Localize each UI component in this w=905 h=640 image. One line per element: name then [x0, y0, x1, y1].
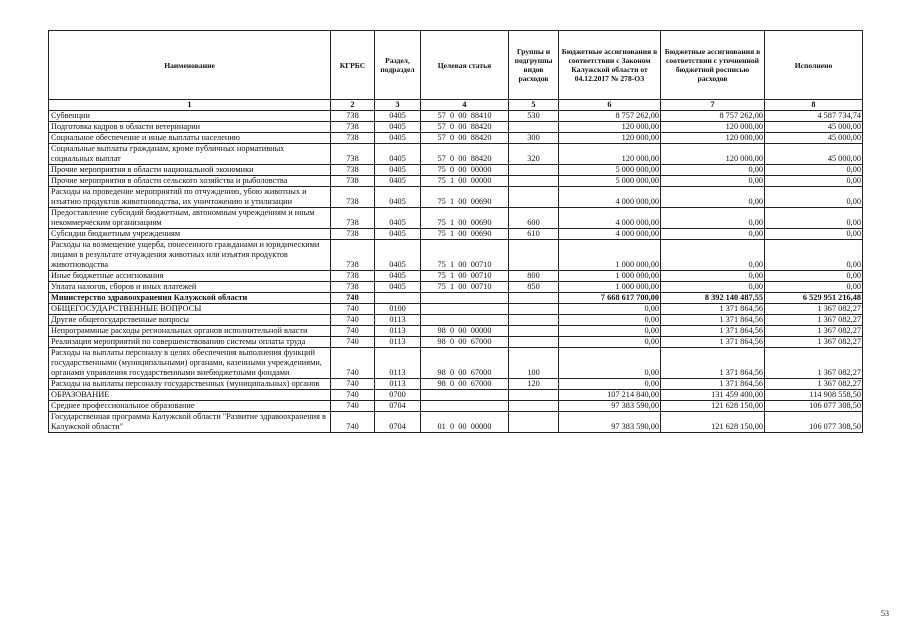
row-budget-law: 0,00 — [559, 326, 661, 337]
table-row — [49, 412, 863, 433]
row-name: Прочие мероприятия в области сельского хозяйства и рыболовства — [49, 176, 331, 187]
row-kgrbs: 738 — [331, 176, 375, 187]
row-name: ОБРАЗОВАНИЕ — [49, 390, 331, 401]
table-row — [49, 282, 863, 293]
row-target: 57 0 00 88420 — [421, 133, 509, 144]
row-executed: 0,00 — [765, 176, 863, 187]
row-kgrbs: 740 — [331, 293, 375, 304]
row-executed: 0,00 — [765, 165, 863, 176]
header-target: Целевая статья — [421, 31, 509, 100]
header-budget-law: Бюджетные ассигнования в соответствии с Законом Калужской области от 04.12.2017 № 278-ОЗ — [559, 31, 661, 100]
row-group: 800 — [509, 271, 559, 282]
row-kgrbs: 740 — [331, 379, 375, 390]
row-name: Социальное обеспечение и иные выплаты населению — [49, 133, 331, 144]
row-group — [509, 326, 559, 337]
row-executed: 106 077 308,50 — [765, 412, 863, 433]
row-budget-law: 0,00 — [559, 337, 661, 348]
row-kgrbs: 740 — [331, 337, 375, 348]
row-kgrbs: 738 — [331, 271, 375, 282]
row-group: 850 — [509, 282, 559, 293]
row-section: 0100 — [375, 304, 421, 315]
row-budget-refined: 131 459 400,00 — [661, 390, 765, 401]
row-budget-law: 0,00 — [559, 315, 661, 326]
row-section: 0405 — [375, 282, 421, 293]
row-budget-law: 1 000 000,00 — [559, 271, 661, 282]
row-group: 600 — [509, 208, 559, 229]
row-kgrbs: 740 — [331, 401, 375, 412]
row-kgrbs: 738 — [331, 208, 375, 229]
row-name: Министерство здравоохранения Калужской области — [49, 293, 331, 304]
row-target: 98 0 00 67000 — [421, 348, 509, 379]
row-section: 0113 — [375, 348, 421, 379]
table-row — [49, 315, 863, 326]
row-budget-refined: 121 628 150,00 — [661, 412, 765, 433]
row-budget-law: 97 383 590,00 — [559, 412, 661, 433]
row-kgrbs: 740 — [331, 304, 375, 315]
row-executed: 1 367 082,27 — [765, 379, 863, 390]
row-name: Другие общегосударственные вопросы — [49, 315, 331, 326]
row-section: 0704 — [375, 401, 421, 412]
row-target: 98 0 00 67000 — [421, 337, 509, 348]
row-budget-law: 120 000,00 — [559, 122, 661, 133]
row-name: Предоставление субсидий бюджетным, автономным учреждениям и иным некоммерческим организациям — [49, 208, 331, 229]
row-target: 75 1 00 00690 — [421, 208, 509, 229]
row-group — [509, 122, 559, 133]
row-kgrbs: 740 — [331, 390, 375, 401]
table-row — [49, 326, 863, 337]
row-target: 98 0 00 67000 — [421, 379, 509, 390]
row-section: 0405 — [375, 240, 421, 271]
row-kgrbs: 740 — [331, 412, 375, 433]
row-kgrbs: 738 — [331, 165, 375, 176]
row-budget-refined: 120 000,00 — [661, 133, 765, 144]
row-kgrbs: 740 — [331, 315, 375, 326]
row-name: Прочие мероприятия в области национальной экономики — [49, 165, 331, 176]
table-row — [49, 293, 863, 304]
row-target: 98 0 00 00000 — [421, 326, 509, 337]
row-target: 75 1 00 00710 — [421, 271, 509, 282]
row-budget-law: 5 000 000,00 — [559, 165, 661, 176]
row-section: 0405 — [375, 208, 421, 229]
row-name: Иные бюджетные ассигнования — [49, 271, 331, 282]
row-target: 75 1 00 00000 — [421, 176, 509, 187]
table-row — [49, 165, 863, 176]
row-name: Расходы на выплаты персоналу государственных (муниципальных) органов — [49, 379, 331, 390]
row-section: 0113 — [375, 337, 421, 348]
row-executed: 1 367 082,27 — [765, 348, 863, 379]
row-target — [421, 304, 509, 315]
row-executed: 0,00 — [765, 282, 863, 293]
column-number: 3 — [375, 100, 421, 111]
row-kgrbs: 740 — [331, 348, 375, 379]
row-name: Среднее профессиональное образование — [49, 401, 331, 412]
row-name: Уплата налогов, сборов и иных платежей — [49, 282, 331, 293]
row-executed: 45 000,00 — [765, 144, 863, 165]
budget-table — [48, 30, 863, 433]
page-number: 53 — [881, 609, 889, 618]
row-executed: 1 367 082,27 — [765, 337, 863, 348]
row-target: 57 0 00 88410 — [421, 111, 509, 122]
table-row — [49, 271, 863, 282]
row-section: 0405 — [375, 111, 421, 122]
table-row — [49, 401, 863, 412]
table-row — [49, 144, 863, 165]
row-executed: 0,00 — [765, 240, 863, 271]
row-budget-law: 97 383 590,00 — [559, 401, 661, 412]
column-number: 5 — [509, 100, 559, 111]
row-budget-refined: 1 371 864,56 — [661, 379, 765, 390]
row-budget-refined: 120 000,00 — [661, 122, 765, 133]
row-budget-law: 8 757 262,00 — [559, 111, 661, 122]
row-budget-law: 0,00 — [559, 304, 661, 315]
row-budget-refined: 121 628 150,00 — [661, 401, 765, 412]
column-number: 2 — [331, 100, 375, 111]
row-executed: 1 367 082,27 — [765, 304, 863, 315]
row-kgrbs: 738 — [331, 187, 375, 208]
row-group: 530 — [509, 111, 559, 122]
row-budget-law: 4 000 000,00 — [559, 229, 661, 240]
row-kgrbs: 738 — [331, 111, 375, 122]
row-target — [421, 315, 509, 326]
row-target — [421, 401, 509, 412]
row-section: 0405 — [375, 176, 421, 187]
row-group — [509, 293, 559, 304]
row-group: 610 — [509, 229, 559, 240]
row-name: Реализация мероприятий по совершенствованию системы оплаты труда — [49, 337, 331, 348]
row-section: 0405 — [375, 133, 421, 144]
row-budget-refined: 8 757 262,00 — [661, 111, 765, 122]
row-name: Подготовка кадров в области ветеринарии — [49, 122, 331, 133]
header-budget-refined: Бюджетные ассигнования в соответствии с уточненной бюджетной росписью расходов — [661, 31, 765, 100]
row-group: 100 — [509, 348, 559, 379]
row-section: 0700 — [375, 390, 421, 401]
column-number: 7 — [661, 100, 765, 111]
row-group — [509, 165, 559, 176]
row-target: 01 0 00 00000 — [421, 412, 509, 433]
row-group: 120 — [509, 379, 559, 390]
row-name: Непрограммные расходы региональных органов исполнительной власти — [49, 326, 331, 337]
row-section: 0113 — [375, 379, 421, 390]
row-target: 57 0 00 88420 — [421, 144, 509, 165]
row-group — [509, 176, 559, 187]
row-kgrbs: 738 — [331, 133, 375, 144]
row-section: 0113 — [375, 315, 421, 326]
row-kgrbs: 740 — [331, 326, 375, 337]
table-row — [49, 208, 863, 229]
row-budget-law: 107 214 840,00 — [559, 390, 661, 401]
row-budget-law: 120 000,00 — [559, 133, 661, 144]
row-executed: 45 000,00 — [765, 122, 863, 133]
row-target: 75 1 00 00710 — [421, 282, 509, 293]
row-budget-refined: 0,00 — [661, 271, 765, 282]
row-target: 75 0 00 00000 — [421, 165, 509, 176]
table-row — [49, 133, 863, 144]
table-row — [49, 240, 863, 271]
table-row — [49, 176, 863, 187]
row-section: 0405 — [375, 122, 421, 133]
row-group: 320 — [509, 144, 559, 165]
row-executed: 45 000,00 — [765, 133, 863, 144]
row-group — [509, 304, 559, 315]
row-budget-refined: 0,00 — [661, 187, 765, 208]
row-executed: 106 077 308,50 — [765, 401, 863, 412]
table-row — [49, 229, 863, 240]
row-budget-law: 1 000 000,00 — [559, 282, 661, 293]
row-kgrbs: 738 — [331, 122, 375, 133]
row-name: Расходы на возмещение ущерба, понесенного гражданами и юридическими лицами в результате отчуждения животных или изъятия продуктов животноводства — [49, 240, 331, 271]
row-name: Субсидии бюджетным учреждениям — [49, 229, 331, 240]
row-executed: 0,00 — [765, 271, 863, 282]
row-budget-refined: 0,00 — [661, 282, 765, 293]
row-budget-refined: 0,00 — [661, 240, 765, 271]
row-name: Расходы на проведение мероприятий по отчуждению, убою животных и изъятию продуктов животноводства, их уничтожению и утилизации — [49, 187, 331, 208]
row-kgrbs: 738 — [331, 240, 375, 271]
row-executed: 1 367 082,27 — [765, 326, 863, 337]
row-budget-law: 4 000 000,00 — [559, 208, 661, 229]
row-section: 0405 — [375, 144, 421, 165]
row-budget-refined: 0,00 — [661, 165, 765, 176]
row-group — [509, 240, 559, 271]
row-name: Государственная программа Калужской области "Развитие здравоохранения в Калужской области" — [49, 412, 331, 433]
column-number: 6 — [559, 100, 661, 111]
header-row — [49, 31, 863, 100]
table-row — [49, 187, 863, 208]
header-group: Группы и подгруппы видов расходов — [509, 31, 559, 100]
row-budget-refined: 1 371 864,56 — [661, 348, 765, 379]
row-name: ОБЩЕГОСУДАРСТВЕННЫЕ ВОПРОСЫ — [49, 304, 331, 315]
row-executed: 4 587 734,74 — [765, 111, 863, 122]
row-kgrbs: 738 — [331, 229, 375, 240]
row-section — [375, 293, 421, 304]
row-budget-refined: 1 371 864,56 — [661, 326, 765, 337]
table-row — [49, 390, 863, 401]
row-section: 0113 — [375, 326, 421, 337]
row-budget-refined: 1 371 864,56 — [661, 304, 765, 315]
table-row — [49, 379, 863, 390]
row-group — [509, 412, 559, 433]
row-target — [421, 293, 509, 304]
row-group — [509, 337, 559, 348]
table-row — [49, 304, 863, 315]
row-kgrbs: 738 — [331, 282, 375, 293]
row-executed: 6 529 951 216,48 — [765, 293, 863, 304]
row-section: 0405 — [375, 271, 421, 282]
row-group — [509, 401, 559, 412]
column-number: 4 — [421, 100, 509, 111]
row-budget-law: 120 000,00 — [559, 144, 661, 165]
row-name: Субвенции — [49, 111, 331, 122]
row-target: 75 1 00 00710 — [421, 240, 509, 271]
table-row — [49, 122, 863, 133]
table-row — [49, 348, 863, 379]
header-executed: Исполнено — [765, 31, 863, 100]
row-target: 75 1 00 00690 — [421, 229, 509, 240]
row-budget-refined: 0,00 — [661, 176, 765, 187]
row-group — [509, 187, 559, 208]
row-name: Расходы на выплаты персоналу в целях обеспечения выполнения функций государственными (муниципальными) органами, казенными учреждениями, органами управления государственными внебюджетными фондами — [49, 348, 331, 379]
column-number-row — [49, 100, 863, 111]
row-section: 0405 — [375, 187, 421, 208]
row-executed: 0,00 — [765, 187, 863, 208]
row-budget-refined: 8 392 140 487,55 — [661, 293, 765, 304]
row-budget-refined: 0,00 — [661, 229, 765, 240]
row-target: 57 0 00 88420 — [421, 122, 509, 133]
row-target: 75 1 00 00690 — [421, 187, 509, 208]
column-number: 8 — [765, 100, 863, 111]
row-budget-law: 1 000 000,00 — [559, 240, 661, 271]
row-group — [509, 315, 559, 326]
row-executed: 0,00 — [765, 208, 863, 229]
row-budget-law: 5 000 000,00 — [559, 176, 661, 187]
row-section: 0405 — [375, 165, 421, 176]
table-row — [49, 337, 863, 348]
row-budget-refined: 120 000,00 — [661, 144, 765, 165]
row-budget-law: 4 000 000,00 — [559, 187, 661, 208]
row-budget-refined: 1 371 864,56 — [661, 337, 765, 348]
row-name: Социальные выплаты гражданам, кроме публичных нормативных социальных выплат — [49, 144, 331, 165]
row-budget-law: 7 668 617 700,00 — [559, 293, 661, 304]
row-budget-law: 0,00 — [559, 348, 661, 379]
header-kgrbs: КГРБС — [331, 31, 375, 100]
row-group — [509, 390, 559, 401]
header-name: Наименование — [49, 31, 331, 100]
table-row — [49, 111, 863, 122]
row-section: 0704 — [375, 412, 421, 433]
header-section: Раздел, подраздел — [375, 31, 421, 100]
column-number: 1 — [49, 100, 331, 111]
row-group: 300 — [509, 133, 559, 144]
row-kgrbs: 738 — [331, 144, 375, 165]
row-section: 0405 — [375, 229, 421, 240]
row-executed: 0,00 — [765, 229, 863, 240]
row-executed: 114 908 558,50 — [765, 390, 863, 401]
row-budget-refined: 1 371 864,56 — [661, 315, 765, 326]
row-budget-refined: 0,00 — [661, 208, 765, 229]
row-executed: 1 367 082,27 — [765, 315, 863, 326]
row-target — [421, 390, 509, 401]
row-budget-law: 0,00 — [559, 379, 661, 390]
